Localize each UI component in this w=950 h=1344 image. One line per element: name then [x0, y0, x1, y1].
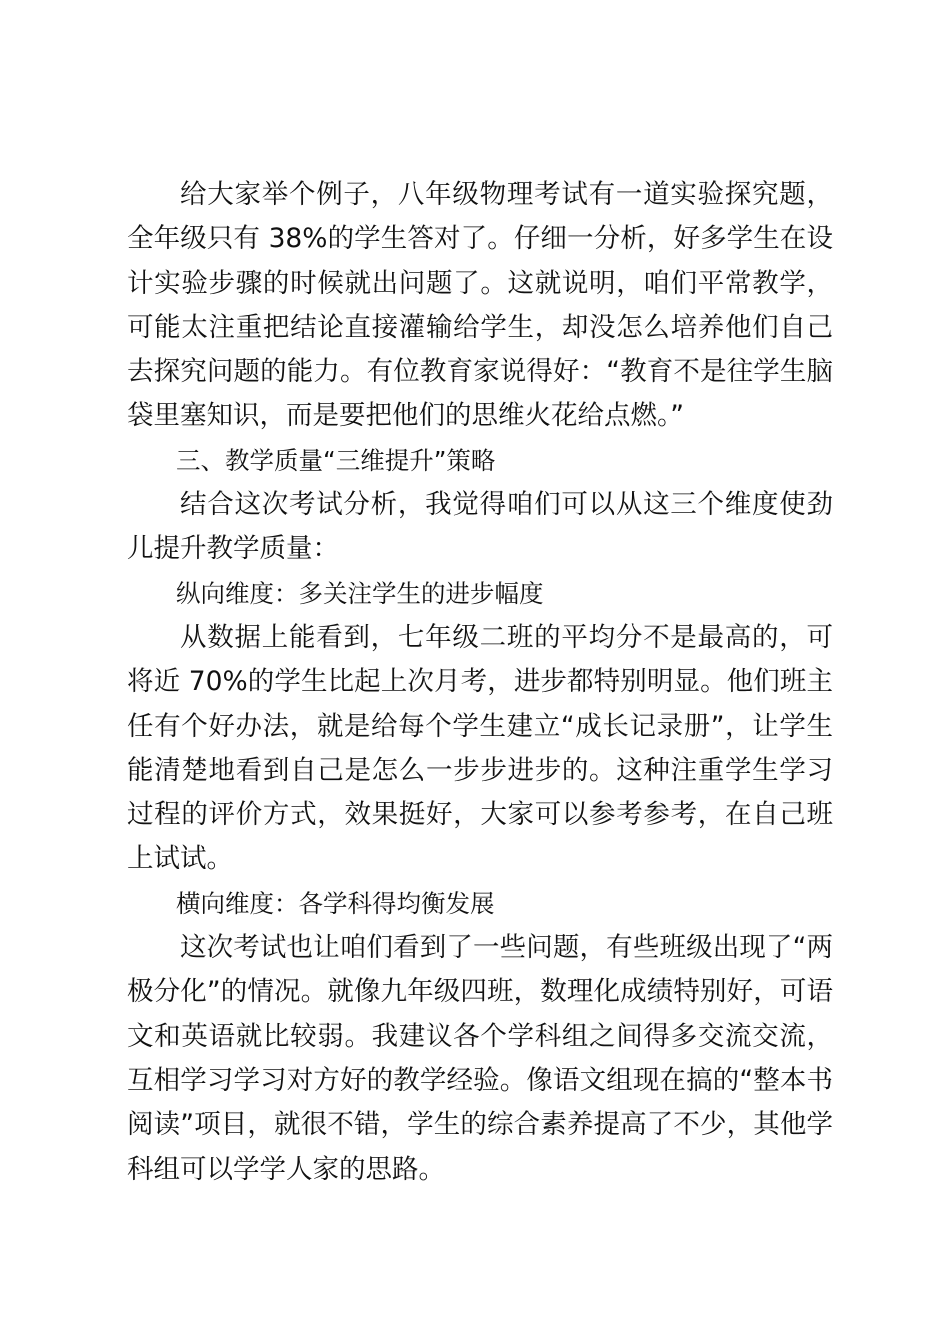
body-paragraph-example: 给大家举个例子，八年级物理考试有一道实验探究题，全年级只有 38%的学生答对了。仔细一分析，好多学生在设计实验步骤的时候就出问题了。这就说明，咱们平常教学，可能太注重把结论直接灌输给学生，却没怎么培养他们自己去探究问题的能力。有位教育家说得好：“教育不是往学生脑袋里塞知识，而是要把他们的思维火花给点燃。” [127, 179, 833, 432]
body-paragraph-intro: 结合这次考试分析，我觉得咱们可以从这三个维度使劲儿提升教学质量： [127, 489, 833, 565]
body-paragraph-vertical: 从数据上能看到，七年级二班的平均分不是最高的，可将近 70%的学生比起上次月考，进步都特别明显。他们班主任有个好办法，就是给每个学生建立“成长记录册”，让学生能清楚地看到自己是怎么一步步进步的。这种注重学生学习过程的评价方式，效果挺好，大家可以参考参考，在自己班上试试。 [127, 621, 833, 875]
document-body [127, 173, 833, 1192]
section-heading-three-dimension-strategy: 三、教学质量“三维提升”策略 [176, 445, 496, 475]
subheading-horizontal-dimension: 横向维度：各学科得均衡发展 [176, 888, 495, 918]
subheading-vertical-dimension: 纵向维度：多关注学生的进步幅度 [176, 578, 544, 608]
body-paragraph-horizontal: 这次考试也让咱们看到了一些问题，有些班级出现了“两极分化”的情况。就像九年级四班，数理化成绩特别好，可语文和英语就比较弱。我建议各个学科组之间得多交流交流，互相学习学习对方好的教学经验。像语文组现在搞的“整本书阅读”项目，就很不错，学生的综合素养提高了不少，其他学科组可以学学人家的思路。 [127, 932, 833, 1185]
